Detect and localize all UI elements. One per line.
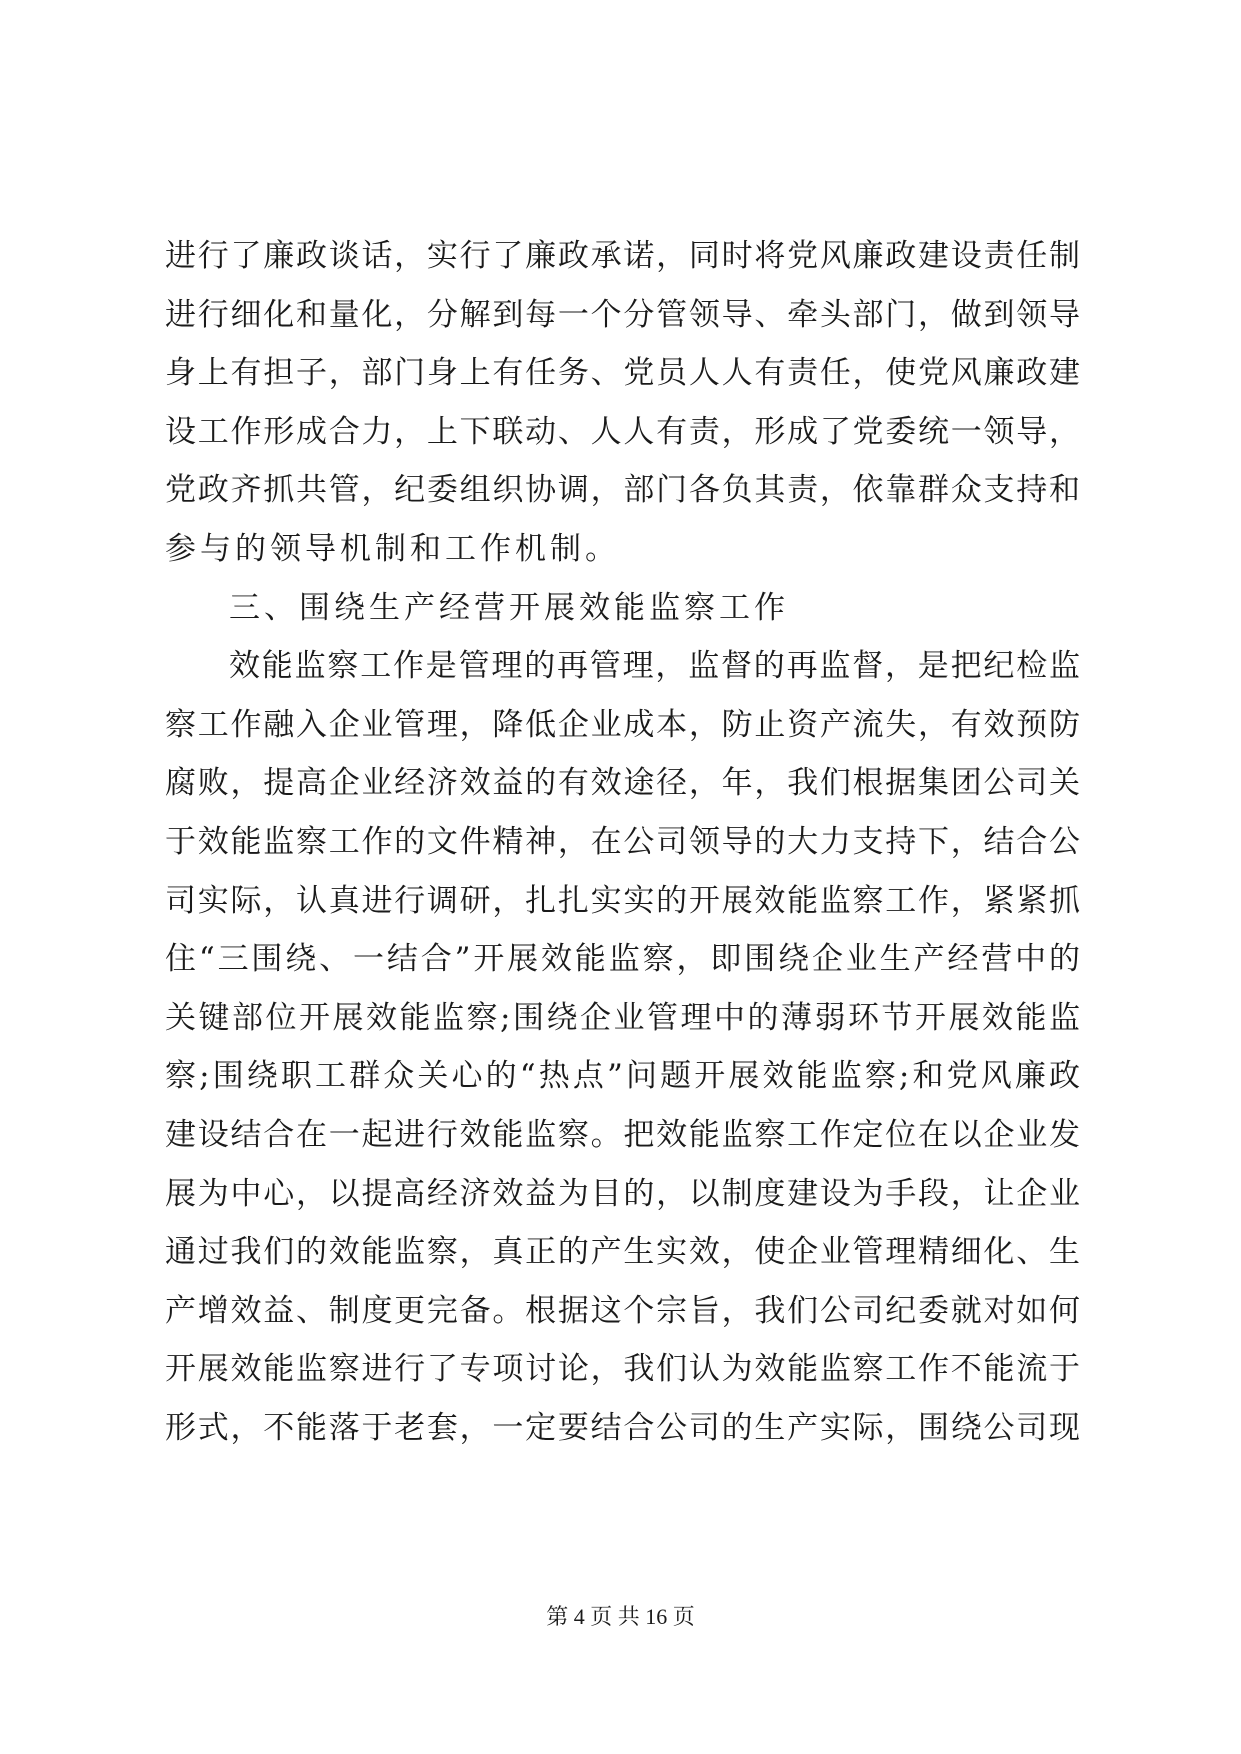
text-line: 党政齐抓共管，纪委组织协调，部门各负其责，依靠群众支持和	[165, 472, 1080, 509]
text-line: 产增效益、制度更完备。根据这个宗旨，我们公司纪委就对如何	[165, 1292, 1080, 1329]
text-line: 通过我们的效能监察，真正的产生实效，使企业管理精细化、生	[165, 1234, 1080, 1271]
text-line: 展为中心，以提高经济效益为目的，以制度建设为手段，让企业	[165, 1175, 1080, 1212]
page-footer: 第 4 页 共 16 页	[546, 1604, 695, 1629]
text-line: 司实际，认真进行调研，扎扎实实的开展效能监察工作，紧紧抓	[165, 882, 1080, 919]
text-line: 建设结合在一起进行效能监察。把效能监察工作定位在以企业发	[165, 1116, 1080, 1153]
text-line: 设工作形成合力，上下联动、人人有责，形成了党委统一领导，	[165, 413, 1080, 450]
text-line: 进行了廉政谈话，实行了廉政承诺，同时将党风廉政建设责任制	[165, 238, 1080, 274]
text-line: 参与的领导机制和工作机制。	[165, 530, 620, 567]
text-line: 形式，不能落于老套，一定要结合公司的生产实际，围绕公司现	[165, 1409, 1080, 1446]
text-line: 于效能监察工作的文件精神，在公司领导的大力支持下，结合公	[165, 823, 1080, 860]
text-line: 住“三围绕、一结合”开展效能监察，即围绕企业生产经营中的	[165, 941, 1080, 978]
text-line: 察;围绕职工群众关心的“热点”问题开展效能监察;和党风廉政	[165, 1058, 1080, 1095]
document-body	[165, 227, 1080, 1457]
text-line: 察工作融入企业管理，降低企业成本，防止资产流失，有效预防	[165, 706, 1080, 743]
text-line: 腐败，提高企业经济效益的有效途径，年，我们根据集团公司关	[165, 765, 1080, 802]
section-heading: 三、围绕生产经营开展效能监察工作	[229, 589, 789, 626]
text-line: 进行细化和量化，分解到每一个分管领导、牵头部门，做到领导	[165, 296, 1080, 333]
text-line: 开展效能监察进行了专项讨论，我们认为效能监察工作不能流于	[165, 1351, 1080, 1388]
text-line: 效能监察工作是管理的再管理，监督的再监督，是把纪检监	[229, 648, 1080, 685]
text-line: 关键部位开展效能监察;围绕企业管理中的薄弱环节开展效能监	[165, 999, 1080, 1036]
text-line: 身上有担子，部门身上有任务、党员人人有责任，使党风廉政建	[165, 355, 1080, 392]
